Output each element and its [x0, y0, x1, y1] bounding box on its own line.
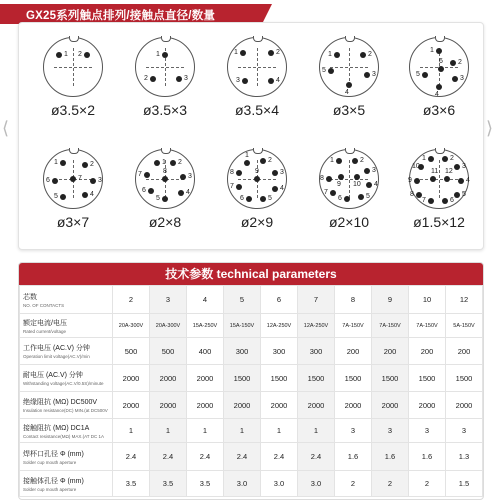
row-header-zh: 工作电压 (AC.V) 分钟: [23, 345, 90, 352]
table-cell: 1500: [446, 365, 483, 392]
contact-pin: [144, 172, 150, 178]
table-cell: 5: [224, 286, 261, 314]
table-cell: 1: [113, 419, 150, 443]
table-cell: 1500: [261, 365, 298, 392]
contact-pin: [60, 194, 66, 200]
pin-number-label: 2: [144, 75, 148, 82]
table-cell: 1.5: [446, 471, 483, 497]
key-notch: [161, 36, 171, 42]
pin-spec-caption: ø3×7: [56, 214, 90, 230]
page-title: GX25系列触点排列/接触点直径/数量: [26, 10, 216, 22]
table-cell: 1500: [224, 365, 261, 392]
contact-pin: [60, 160, 66, 166]
pin-number-label: 2: [90, 161, 94, 168]
contact-pin: [354, 174, 360, 180]
table-cell: 300: [261, 338, 298, 365]
table-cell: 500: [113, 338, 150, 365]
pin-number-label: 1: [54, 159, 58, 166]
pin-spec-caption: ø2×10: [328, 214, 370, 230]
pin-number-label: 5: [462, 191, 466, 198]
key-notch: [69, 36, 79, 42]
row-header-zh: 绝缘阻抗 (MΩ) DC500V: [23, 399, 98, 406]
pin-layout-cell: [211, 29, 303, 139]
table-cell: 1: [224, 419, 261, 443]
table-cell: 3: [335, 419, 372, 443]
row-header-en: Operation limit voltage(AC.V)/min: [23, 354, 90, 359]
contact-pin: [344, 196, 350, 202]
table-row: [20, 443, 483, 471]
row-header: [20, 419, 113, 443]
table-cell: 3: [446, 419, 483, 443]
contact-pin: [84, 52, 90, 58]
table-cell: 1.6: [335, 443, 372, 471]
table-cell: 2000: [150, 392, 187, 419]
pin-number-label: 1: [162, 159, 166, 166]
center-line: [73, 48, 74, 86]
table-cell: 2000: [187, 365, 224, 392]
contact-pin: [236, 184, 242, 190]
contact-pin: [458, 178, 464, 184]
pin-layout-cell: [27, 29, 119, 139]
table-cell: 400: [187, 338, 224, 365]
connector-face-diagram: [409, 37, 469, 97]
pin-number-label: 9: [255, 168, 259, 175]
pin-number-label: 1: [422, 155, 426, 162]
pin-number-label: 2: [78, 51, 82, 58]
table-cell: 2000: [446, 392, 483, 419]
pin-spec-caption: ø3.5×2: [51, 102, 95, 118]
connector-face-diagram: [43, 37, 103, 97]
contact-pin: [162, 52, 168, 58]
contact-pin: [90, 178, 96, 184]
table-cell: 2000: [298, 392, 335, 419]
contact-pin: [352, 158, 358, 164]
pin-number-label: 10: [412, 163, 420, 170]
table-cell: 7A-150V: [372, 314, 409, 338]
table-cell: 3.0: [298, 471, 335, 497]
table-cell: 4: [187, 286, 224, 314]
contact-pin: [346, 82, 352, 88]
contact-pin: [422, 72, 428, 78]
pin-spec-caption: ø1.5×12: [413, 214, 465, 230]
table-cell: 1.6: [409, 443, 446, 471]
pin-layout-cell: [27, 141, 119, 251]
contact-pin: [416, 192, 422, 198]
key-notch: [253, 36, 263, 42]
contact-pin: [360, 52, 366, 58]
pin-number-label: 5: [416, 71, 420, 78]
table-cell: 3: [150, 286, 187, 314]
center-line: [257, 48, 258, 86]
pin-number-label: 9: [408, 177, 412, 184]
table-cell: 1500: [335, 365, 372, 392]
contact-pin: [452, 76, 458, 82]
pin-number-label: 2: [276, 49, 280, 56]
pin-number-label: 10: [353, 181, 361, 188]
pin-number-label: 2: [178, 159, 182, 166]
pin-number-label: 12: [445, 168, 453, 175]
table-cell: 20A-300V: [113, 314, 150, 338]
table-cell: 3.5: [113, 471, 150, 497]
key-notch: [253, 148, 263, 154]
pin-number-label: 3: [372, 71, 376, 78]
row-header-zh: 额定电流/电压: [23, 319, 67, 327]
pin-number-label: 4: [374, 181, 378, 188]
table-cell: 6: [261, 286, 298, 314]
table-cell: 2.4: [224, 443, 261, 471]
pin-number-label: 5: [322, 67, 326, 74]
contact-pin: [260, 196, 266, 202]
pin-spec-caption: ø2×8: [148, 214, 182, 230]
pin-number-label: 3: [462, 163, 466, 170]
table-cell: 1500: [372, 365, 409, 392]
pin-number-label: 5: [268, 195, 272, 202]
table-cell: 12: [446, 286, 483, 314]
connector-face-diagram: [135, 149, 195, 209]
contact-pin: [444, 176, 450, 182]
pin-number-label: 3: [280, 169, 284, 176]
contact-pin: [450, 60, 456, 66]
table-cell: 200: [372, 338, 409, 365]
table-row: [20, 471, 483, 497]
center-line: [349, 160, 350, 198]
table-cell: 2.4: [150, 443, 187, 471]
contact-pin: [176, 76, 182, 82]
pin-number-label: 8: [163, 168, 167, 175]
row-header-en: Solder cup mouth aperture: [23, 486, 77, 492]
table-cell: 1: [261, 419, 298, 443]
table-row: [20, 365, 483, 392]
pin-number-label: 4: [435, 91, 439, 98]
key-notch: [435, 148, 445, 154]
table-cell: 2: [409, 471, 446, 497]
table-cell: 2.4: [298, 443, 335, 471]
table-row: [20, 314, 483, 338]
pin-number-label: 7: [138, 171, 142, 178]
pin-layout-panel: [18, 22, 484, 250]
table-cell: 2.4: [261, 443, 298, 471]
pin-number-label: 5: [366, 193, 370, 200]
right-chevron-mark: ⟩: [486, 118, 494, 138]
table-cell: 1.6: [372, 443, 409, 471]
row-header: [20, 443, 113, 471]
title-banner: [0, 4, 262, 24]
pin-number-label: 4: [90, 191, 94, 198]
pin-number-label: 4: [280, 185, 284, 192]
table-row: [20, 286, 483, 314]
pin-number-label: 6: [338, 195, 342, 202]
table-cell: 500: [150, 338, 187, 365]
pin-number-label: 4: [276, 77, 280, 84]
table-cell: 1: [298, 419, 335, 443]
row-header: [20, 314, 113, 338]
pin-layout-cell: [393, 141, 485, 251]
contact-pin: [82, 162, 88, 168]
pin-spec-caption: ø3.5×3: [143, 102, 187, 118]
pin-number-label: 3: [98, 177, 102, 184]
contact-pin: [154, 160, 160, 166]
row-header-en: Solder cup mouth aperture: [23, 459, 77, 465]
pin-number-label: 2: [450, 155, 454, 162]
row-header-zh: 芯数: [23, 293, 37, 301]
row-header-zh: 耐电压 (AC.V) 分钟: [23, 372, 83, 379]
table-cell: 3: [372, 419, 409, 443]
pin-number-label: 8: [320, 175, 324, 182]
table-cell: 200: [409, 338, 446, 365]
table-cell: 12A-250V: [298, 314, 335, 338]
row-header-zh: 接触阻抗 (MΩ) DC1A: [23, 424, 90, 432]
connector-face-diagram: [227, 37, 287, 97]
contact-pin: [254, 176, 260, 182]
pin-number-label: 4: [186, 189, 190, 196]
connector-face-diagram: [227, 149, 287, 209]
pin-number-label: 7: [324, 189, 328, 196]
table-cell: 5A-150V: [446, 314, 483, 338]
pin-number-label: 7: [422, 197, 426, 204]
table-cell: 3.0: [224, 471, 261, 497]
contact-pin: [56, 52, 62, 58]
contact-pin: [70, 176, 76, 182]
pin-number-label: 3: [372, 167, 376, 174]
pin-number-label: 4: [345, 89, 349, 96]
table-cell: 2000: [261, 392, 298, 419]
pin-layout-cell: [303, 29, 395, 139]
pin-number-label: 1: [156, 51, 160, 58]
pin-number-label: 4: [466, 177, 470, 184]
pin-spec-caption: ø3×5: [332, 102, 366, 118]
contact-pin: [272, 170, 278, 176]
table-cell: 2000: [150, 365, 187, 392]
pin-number-label: 2: [268, 157, 272, 164]
key-notch: [345, 148, 355, 154]
row-header-zh: 焊杯口孔径 Φ (mm): [23, 450, 84, 458]
table-cell: 2000: [409, 392, 446, 419]
contact-pin: [364, 72, 370, 78]
table-cell: 3.5: [187, 471, 224, 497]
technical-parameters-table: [19, 285, 483, 497]
key-notch: [435, 36, 445, 42]
pin-number-label: 2: [368, 51, 372, 58]
key-notch: [69, 148, 79, 154]
left-chevron-mark: ⟨: [2, 118, 10, 138]
contact-pin: [454, 192, 460, 198]
contact-pin: [336, 158, 342, 164]
table-cell: 9: [372, 286, 409, 314]
contact-pin: [436, 84, 442, 90]
pin-layout-cell: [119, 141, 211, 251]
table-cell: 2: [113, 286, 150, 314]
table-cell: 20A-300V: [150, 314, 187, 338]
row-header-en: Withstanding voltage(AC.V/0.5S)/minute: [23, 381, 104, 386]
center-line: [349, 48, 350, 86]
row-header-en: Insulation resistance(DC) MIN.(at DC500V: [23, 408, 108, 413]
contact-pin: [428, 156, 434, 162]
connector-face-diagram: [319, 37, 379, 97]
table-cell: 8: [335, 286, 372, 314]
table-row: [20, 419, 483, 443]
pin-number-label: 5: [156, 195, 160, 202]
contact-pin: [436, 48, 442, 54]
table-cell: 2000: [113, 392, 150, 419]
contact-pin: [236, 170, 242, 176]
contact-pin: [148, 188, 154, 194]
pin-number-label: 1: [64, 51, 68, 58]
contact-pin: [330, 190, 336, 196]
table-cell: 2.4: [113, 443, 150, 471]
contact-pin: [442, 156, 448, 162]
table-cell: 2: [372, 471, 409, 497]
pin-number-label: 1: [430, 47, 434, 54]
table-cell: 2.4: [187, 443, 224, 471]
contact-pin: [438, 66, 444, 72]
pin-number-label: 3: [460, 75, 464, 82]
connector-face-diagram: [319, 149, 379, 209]
pin-number-label: 1: [328, 51, 332, 58]
pin-number-label: 1: [245, 152, 249, 159]
table-cell: 1: [187, 419, 224, 443]
contact-pin: [242, 78, 248, 84]
pin-number-label: 8: [230, 169, 234, 176]
table-cell: 2000: [187, 392, 224, 419]
pin-number-label: 3: [236, 77, 240, 84]
table-row: [20, 338, 483, 365]
table-cell: 3.5: [150, 471, 187, 497]
pin-spec-caption: ø2×9: [240, 214, 274, 230]
table-cell: 200: [446, 338, 483, 365]
table-cell: 300: [298, 338, 335, 365]
contact-pin: [334, 52, 340, 58]
pin-number-label: 6: [142, 187, 146, 194]
contact-pin: [52, 178, 58, 184]
center-line: [439, 160, 440, 198]
contact-pin: [428, 198, 434, 204]
pin-number-label: 1: [330, 157, 334, 164]
pin-layout-cell: [119, 29, 211, 139]
contact-pin: [178, 190, 184, 196]
contact-pin: [366, 182, 372, 188]
pin-number-label: 2: [360, 157, 364, 164]
table-cell: 12A-250V: [261, 314, 298, 338]
table-row: [20, 392, 483, 419]
row-header: [20, 286, 113, 314]
pin-number-label: 1: [234, 49, 238, 56]
contact-pin: [326, 176, 332, 182]
table-cell: 7A-150V: [409, 314, 446, 338]
pin-number-label: 7: [78, 175, 82, 182]
row-header: [20, 365, 113, 392]
table-cell: 2000: [113, 365, 150, 392]
table-cell: 2: [335, 471, 372, 497]
pin-layout-cell: [303, 141, 395, 251]
row-header: [20, 392, 113, 419]
technical-parameters-panel: [18, 262, 484, 500]
pin-number-label: 2: [458, 59, 462, 66]
contact-pin: [268, 78, 274, 84]
contact-pin: [240, 50, 246, 56]
contact-pin: [162, 176, 168, 182]
contact-pin: [442, 198, 448, 204]
contact-pin: [338, 174, 344, 180]
table-cell: 15A-250V: [187, 314, 224, 338]
connector-face-diagram: [409, 149, 469, 209]
table-cell: 3.0: [261, 471, 298, 497]
table-cell: 1.3: [446, 443, 483, 471]
table-cell: 300: [224, 338, 261, 365]
contact-pin: [414, 178, 420, 184]
contact-pin: [170, 160, 176, 166]
pin-number-label: 3: [184, 75, 188, 82]
key-notch: [345, 36, 355, 42]
row-header-en: Contact resistance(MΩ) MAX.(AT DC 1A: [23, 433, 104, 439]
contact-pin: [268, 50, 274, 56]
pin-number-label: 5: [54, 193, 58, 200]
pin-layout-cell: [211, 141, 303, 251]
table-cell: 2000: [335, 392, 372, 419]
contact-pin: [272, 186, 278, 192]
contact-pin: [244, 160, 250, 166]
pin-number-label: 7: [230, 183, 234, 190]
contact-pin: [454, 164, 460, 170]
contact-pin: [328, 68, 334, 74]
table-cell: 1: [150, 419, 187, 443]
contact-pin: [162, 196, 168, 202]
pin-number-label: 9: [337, 181, 341, 188]
row-header-en: Rated current/voltage: [23, 328, 67, 334]
row-header-zh: 接触体孔径 Φ (mm): [23, 477, 84, 485]
row-header: [20, 471, 113, 497]
pin-number-label: 11: [431, 168, 439, 175]
contact-pin: [246, 196, 252, 202]
key-notch: [161, 148, 171, 154]
table-cell: 2000: [372, 392, 409, 419]
contact-pin: [150, 76, 156, 82]
table-cell: 200: [335, 338, 372, 365]
pin-number-label: 6: [439, 58, 443, 65]
pin-number-label: 8: [410, 191, 414, 198]
pin-number-label: 3: [188, 173, 192, 180]
pin-spec-caption: ø3.5×4: [235, 102, 279, 118]
table-cell: 2000: [224, 392, 261, 419]
connector-face-diagram: [43, 149, 103, 209]
pin-spec-caption: ø3×6: [422, 102, 456, 118]
table-cell: 7A-150V: [335, 314, 372, 338]
contact-pin: [260, 158, 266, 164]
row-header: [20, 338, 113, 365]
contact-pin: [180, 174, 186, 180]
contact-pin: [364, 168, 370, 174]
row-header-en: NO. OF CONTACTS: [23, 302, 65, 308]
table-cell: 1500: [298, 365, 335, 392]
technical-parameters-title: 技术参数 technical parameters: [19, 263, 483, 285]
table-cell: 1500: [409, 365, 446, 392]
table-cell: 10: [409, 286, 446, 314]
contact-pin: [430, 176, 436, 182]
table-cell: 3: [409, 419, 446, 443]
pin-number-label: 6: [240, 195, 244, 202]
table-cell: 7: [298, 286, 335, 314]
table-cell: 15A-150V: [224, 314, 261, 338]
pin-number-label: 6: [46, 177, 50, 184]
pin-number-label: 6: [450, 197, 454, 204]
connector-face-diagram: [135, 37, 195, 97]
pin-layout-cell: [393, 29, 485, 139]
contact-pin: [82, 192, 88, 198]
contact-pin: [358, 194, 364, 200]
